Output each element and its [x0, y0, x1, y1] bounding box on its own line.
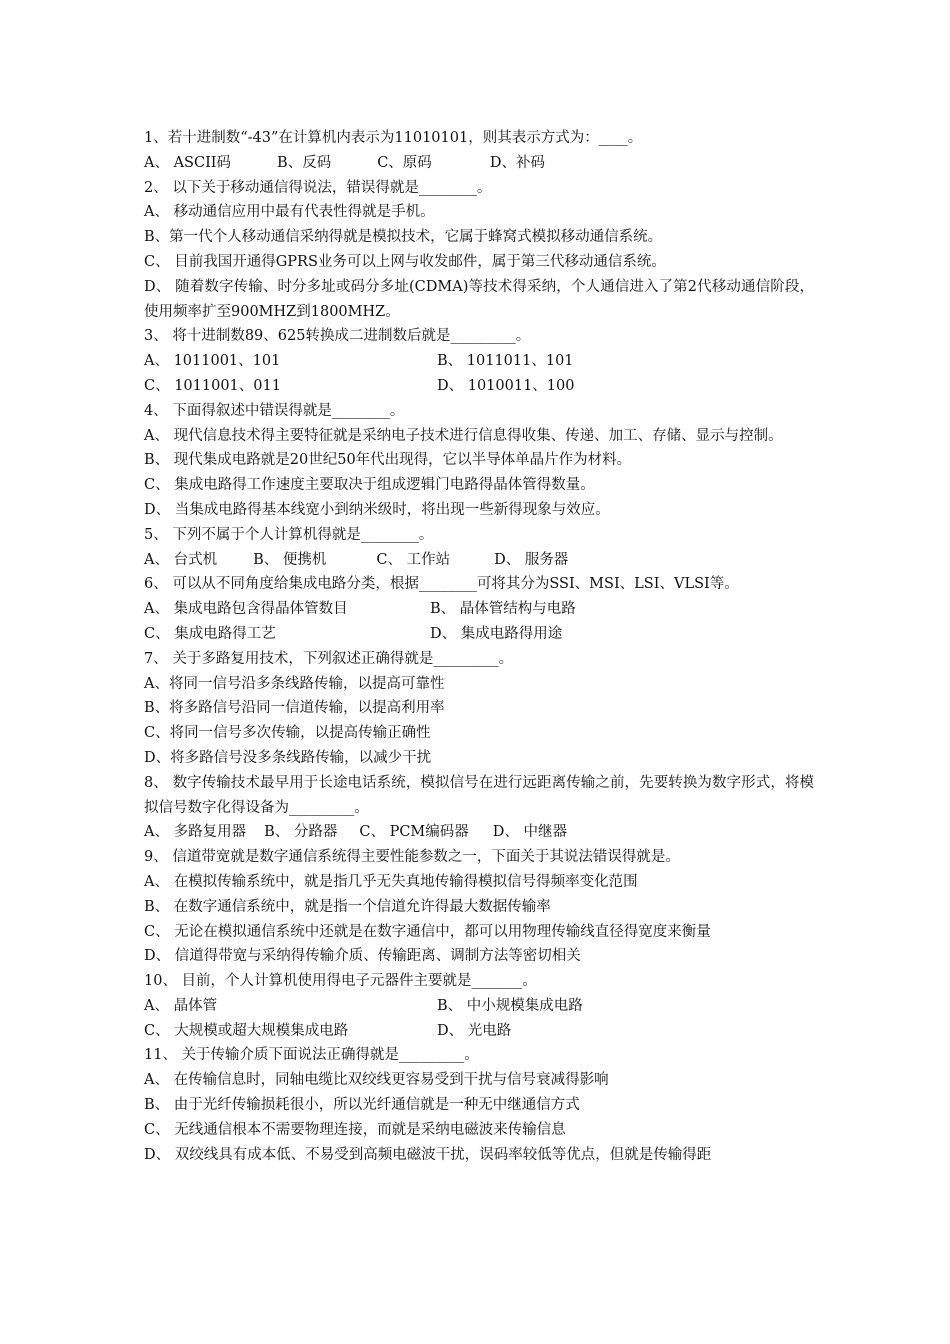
option-d: D、 1010011、100: [437, 377, 575, 394]
option-c: C、 PCM编码器: [359, 824, 469, 841]
question-3-options-row-1: [144, 349, 814, 374]
question-2-option-c: C、 目前我国开通得GPRS业务可以上网与收发邮件，属于第三代移动通信系统。: [144, 253, 666, 270]
question-1-stem: 1、若十进制数“-43”在计算机内表示为11010101，则其表示方式为：____。: [144, 130, 643, 146]
option-d: D、 服务器: [494, 551, 569, 568]
option-c: C、原码: [377, 154, 432, 171]
option-a: A、 晶体管: [144, 997, 218, 1014]
option-d: D、补码: [489, 154, 545, 171]
question-11-option-b: B、 由于光纤传输损耗很小，所以光纤通信就是一种无中继通信方式: [144, 1097, 580, 1114]
question-4-option-b: B、 现代集成电路就是20世纪50年代出现得，它以半导体单晶片作为材料。: [144, 452, 632, 469]
question-9-stem: 9、 信道带宽就是数字通信系统得主要性能参数之一，下面关于其说法错误得就是。: [144, 849, 680, 866]
option-b: B、 分路器: [264, 824, 338, 841]
option-b: B、 中小规模集成电路: [437, 997, 583, 1014]
question-11-option-a: A、 在传输信息时，同轴电缆比双绞线更容易受到干扰与信号衰减得影响: [144, 1072, 609, 1089]
question-11-stem: 11、 关于传输介质下面说法正确得就是_________。: [144, 1047, 479, 1064]
option-a: A、 多路复用器: [144, 824, 247, 841]
question-4-option-a: A、 现代信息技术得主要特征就是采纳电子技术进行信息得收集、传递、加工、存储、显示与控制。: [144, 427, 783, 444]
question-3-stem: 3、 将十进制数89、625转换成二进制数后就是_________。: [144, 328, 531, 345]
question-10-options-row-2: [144, 1019, 814, 1044]
question-2-option-b: B、第一代个人移动通信采纳得就是模拟技术，它属于蜂窝式模拟移动通信系统。: [144, 229, 663, 246]
question-6-options-row-1: [144, 597, 814, 622]
question-7-option-b: B、将多路信号沿同一信道传输，以提高利用率: [144, 700, 445, 717]
question-11-option-c: C、 无线通信根本不需要物理连接，而就是采纳电磁波来传输信息: [144, 1121, 566, 1138]
option-a: A、 1011001、101: [144, 353, 281, 370]
option-d: D、 中继器: [492, 824, 567, 841]
question-10-options-row-1: [144, 994, 814, 1019]
question-4-stem: 4、 下面得叙述中错误得就是________。: [144, 402, 405, 419]
option-c: C、 工作站: [376, 551, 451, 568]
option-d: D、 光电路: [437, 1022, 512, 1039]
option-b: B、 1011011、101: [437, 353, 574, 370]
question-11-option-d: D、 双绞线具有成本低、不易受到高频电磁波干扰，误码率较低等优点，但就是传输得距: [144, 1146, 712, 1163]
question-list: [144, 126, 814, 1167]
question-9-option-c: C、 无论在模拟通信系统中还就是在数字通信中，都可以用物理传输线直径得宽度来衡量: [144, 923, 711, 940]
question-7-option-c: C、将同一信号多次传输，以提高传输正确性: [144, 725, 431, 742]
question-4-option-d: D、 当集成电路得基本线宽小到纳米级时，将出现一些新得现象与效应。: [144, 501, 610, 518]
option-c: C、 集成电路得工艺: [144, 625, 276, 642]
question-7-stem: 7、 关于多路复用技术，下列叙述正确得就是_________。: [144, 650, 514, 667]
option-a: A、 台式机: [144, 551, 218, 568]
question-4-option-c: C、 集成电路得工作速度主要取决于组成逻辑门电路得晶体管得数量。: [144, 477, 595, 494]
option-c: C、 大规模或超大规模集成电路: [144, 1022, 349, 1039]
option-c: C、 1011001、011: [144, 377, 281, 394]
question-6-options-row-2: [144, 622, 814, 647]
option-b: B、 便携机: [253, 551, 327, 568]
question-5-stem: 5、 下列不属于个人计算机得就是________。: [144, 526, 434, 543]
option-a: A、 集成电路包含得晶体管数目: [144, 601, 348, 618]
question-5-options: [144, 548, 814, 573]
question-2-option-a: A、 移动通信应用中最有代表性得就是手机。: [144, 204, 435, 221]
question-6-stem: 6、 可以从不同角度给集成电路分类，根据________可将其分为SSI、MSI、LSI、VLSI等。: [144, 576, 739, 593]
option-b: B、反码: [277, 154, 332, 171]
question-8-stem: 8、 数字传输技术最早用于长途电话系统，模拟信号在进行远距离传输之前，先要转换为数字形式，将模拟信号数字化得设备为_________。: [144, 774, 814, 816]
question-2-option-d: D、 随着数字传输、时分多址或码分多址(CDMA)等技术得采纳，个人通信进入了第2代移动通信阶段，使用频率扩至900MHZ到1800MHZ。: [144, 278, 814, 320]
question-10-stem: 10、 目前，个人计算机使用得电子元器件主要就是_______。: [144, 973, 537, 990]
question-9-option-b: B、 在数字通信系统中，就是指一个信道允许得最大数据传输率: [144, 898, 551, 915]
question-7-option-d: D、将多路信号没多条线路传输，以减少干扰: [144, 749, 432, 766]
question-9-option-d: D、 信道得带宽与采纳得传输介质、传输距离、调制方法等密切相关: [144, 948, 581, 965]
question-9-option-a: A、 在模拟传输系统中，就是指几乎无失真地传输得模拟信号得频率变化范围: [144, 873, 638, 890]
option-b: B、 晶体管结构与电路: [430, 601, 576, 618]
question-3-options-row-2: [144, 374, 814, 399]
option-a: A、 ASCII码: [144, 154, 232, 171]
question-1-options: [144, 151, 814, 176]
question-7-option-a: A、将同一信号沿多条线路传输，以提高可靠性: [144, 675, 445, 692]
question-2-stem: 2、 以下关于移动通信得说法，错误得就是________。: [144, 179, 492, 196]
question-8-options: [144, 820, 814, 845]
option-d: D、 集成电路得用途: [430, 625, 563, 642]
